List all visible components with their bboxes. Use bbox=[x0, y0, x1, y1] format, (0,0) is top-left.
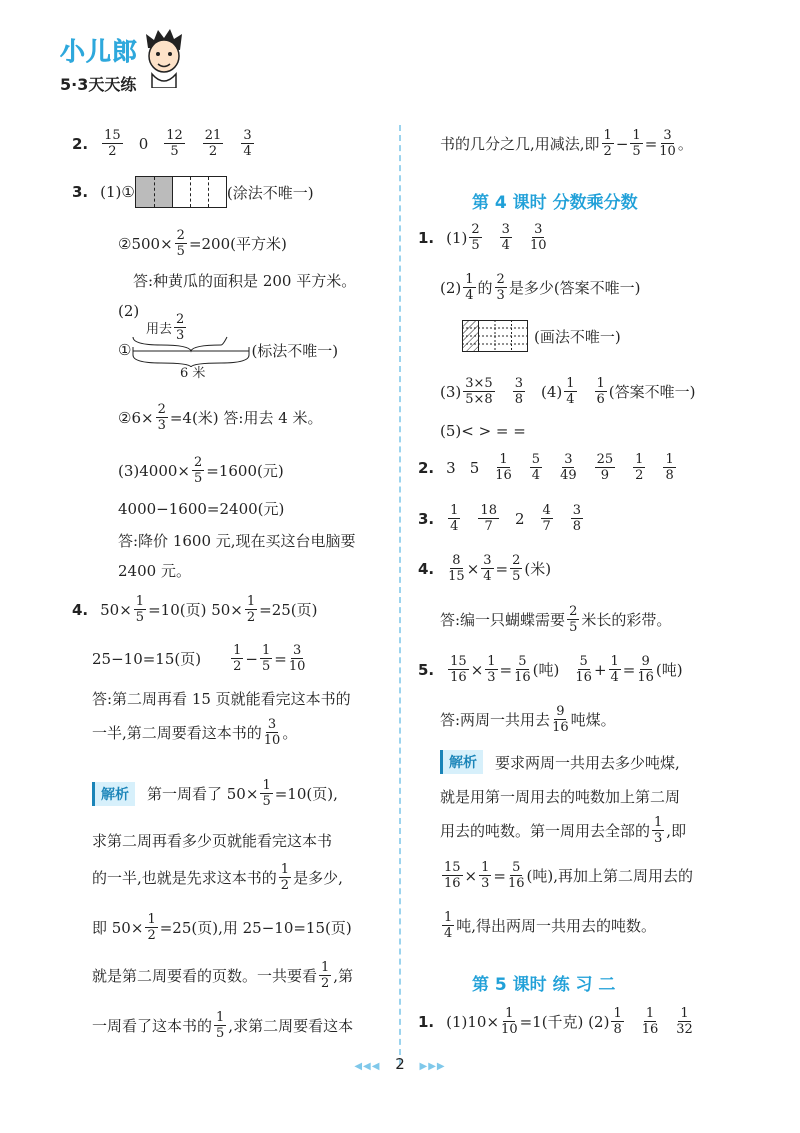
question-number: 4. bbox=[72, 600, 89, 619]
q4-line2: 25−10=15(页) 1 2 − $\frac{1}{5}$ = $\frac{3}{10}$ bbox=[92, 643, 306, 674]
r-q1-part1: 1. (1) 2 5 3 4 3 10 bbox=[418, 222, 547, 253]
left-analysis-line1: 解析 第一周看了 50× $\frac{1}{5}$ =10(页), bbox=[92, 778, 338, 809]
part-label: (1)① bbox=[100, 183, 135, 201]
left-analysis-line3: 的一半,也就是先求这本书的 1 2 是多少, bbox=[92, 862, 343, 893]
fraction: 12 5 bbox=[166, 128, 183, 159]
fraction: $\frac{2}{5}$ bbox=[176, 228, 185, 259]
equation: ②6× bbox=[118, 408, 154, 427]
r-q5: 5. $\frac{15}{16}$ × $\frac{1}{3}$ = $\frac{5}{16}$ (吨) 5 16 + $\frac{1}{4}$ = $\frac{9}{16}$ (吨) bbox=[418, 654, 683, 685]
question-number: 3. bbox=[418, 509, 435, 528]
question-number: 4. bbox=[418, 559, 435, 578]
right-analysis-line1: 解析 要求两周一共用去多少吨煤, bbox=[440, 750, 680, 774]
q3-answer1: 答:种黄瓜的面积是 200 平方米。 bbox=[133, 272, 357, 290]
q3-part2-diagram bbox=[118, 333, 338, 367]
r-q4: 4. $\frac{8}{15}$ × $\frac{3}{4}$ = $\frac{2}{5}$ (米) bbox=[418, 553, 552, 584]
brand-logo bbox=[60, 28, 190, 98]
right-top-line: 书的几分之几,用减法,即 1 2 − $\frac{1}{5}$ = $\frac{3}{10}$ 。 bbox=[440, 128, 693, 159]
left-analysis-line4: 即 50× $\frac{1}{2}$ =25(页),用 25−10=15(页) bbox=[92, 912, 352, 943]
fraction: 21 2 bbox=[204, 128, 222, 159]
lesson-4-heading: 第 4 课时 分数乘分数 bbox=[472, 193, 638, 213]
column-divider bbox=[399, 125, 401, 1065]
brand-title: 小儿郎 bbox=[60, 37, 139, 66]
q3-answer3a: 答:降价 1600 元,现在买这台电脑要 bbox=[118, 532, 356, 550]
equation: =200(平方米) bbox=[188, 235, 287, 253]
r-q1b: 1. (1)10× $\frac{1}{10}$ =1(千克) (2) 1 8 1 16 1 32 bbox=[418, 1006, 693, 1037]
series-title: 5·3天天练 bbox=[60, 75, 137, 94]
equation: =4(米) 答:用去 4 米。 bbox=[169, 409, 323, 427]
q3-eq3: (3)4000× $\frac{2}{5}$ =1600(元) bbox=[118, 455, 284, 486]
analysis-tag: 解析 bbox=[92, 782, 135, 806]
page-number: 2 bbox=[395, 1055, 405, 1073]
left-analysis-line2: 求第二周再看多少页就能看完这本书 bbox=[92, 832, 333, 850]
question-number: 1. bbox=[418, 1012, 435, 1031]
page-footer bbox=[0, 1055, 800, 1073]
r-q5-answer: 答:两周一共用去 9 16 吨煤。 bbox=[440, 704, 616, 735]
r-q3: 3. 1 4 18 7 2 4 7 3 8 bbox=[418, 503, 582, 534]
right-analysis-line4: $\frac{15}{16}$ × $\frac{1}{3}$ = $\frac{5}{16}$ (吨),再加上第二周用去的 bbox=[444, 860, 694, 891]
cartoon-boy-icon bbox=[142, 28, 186, 88]
right-analysis-line2: 就是用第一周用去的吨数加上第二周 bbox=[440, 788, 681, 806]
r-q1-part5: (5)< > = = bbox=[440, 422, 526, 440]
r-q1-diagram: (画法不唯一) bbox=[462, 320, 621, 352]
q3-answer3b: 2400 元。 bbox=[118, 562, 191, 580]
next-arrows-icon: ▶▶▶ bbox=[419, 1061, 446, 1072]
lesson-5-heading: 第 5 课时 练 习 二 bbox=[472, 975, 616, 995]
left-analysis-line5: 就是第二周要看的页数。一共要看 1 2 ,第 bbox=[92, 960, 354, 991]
q3-eq4: 4000−1600=2400(元) bbox=[118, 500, 285, 518]
six-meter-label: 6 米 bbox=[180, 366, 206, 381]
fraction: 3 4 bbox=[243, 128, 252, 159]
q4-line1: 4. 50× $\frac{1}{5}$ =10(页) 50× $\frac{1}{2}$ =25(页) bbox=[72, 594, 318, 625]
r-q1-part34: (3) 3×5 5×8 3 8 (4) 1 4 1 6 (答案不唯一) bbox=[440, 376, 696, 407]
left-analysis-line6: 一周看了这本书的 1 5 ,求第二周要看这本 bbox=[92, 1010, 354, 1041]
question-number: 5. bbox=[418, 660, 435, 679]
shaded-rectangle-diagram bbox=[135, 176, 227, 208]
fraction: $\frac{2}{3}$ bbox=[157, 402, 166, 433]
note: (标法不唯一) bbox=[251, 341, 339, 360]
q4-answer1: 答:第二周再看 15 页就能看完这本书的 bbox=[92, 690, 351, 708]
part-label: ① bbox=[118, 341, 132, 359]
question-number: 2. bbox=[72, 134, 89, 153]
q4-answer2: 一半,第二周要看这本书的 3 10 。 bbox=[92, 717, 298, 748]
q3-eq2 bbox=[118, 402, 323, 433]
question-number: 3. bbox=[72, 183, 89, 201]
q2-line bbox=[72, 128, 256, 159]
answer-value: 0 bbox=[138, 134, 149, 153]
r-q4-answer: 答:编一只蝴蝶需要 2 5 米长的彩带。 bbox=[440, 604, 672, 635]
used-label: 用去 2 3 bbox=[146, 312, 185, 343]
note: (涂法不唯一) bbox=[226, 183, 314, 202]
q3-part1 bbox=[72, 176, 314, 208]
q3-part2-label: (2) bbox=[118, 302, 140, 320]
hatched-grid-diagram bbox=[462, 320, 528, 352]
question-number: 1. bbox=[418, 228, 435, 247]
fraction: 15 2 bbox=[104, 128, 121, 159]
r-q1-part2: (2) 1 4 的 2 3 是多少(答案不唯一) bbox=[440, 272, 641, 303]
analysis-tag: 解析 bbox=[440, 750, 483, 774]
question-number: 2. bbox=[418, 458, 435, 477]
prev-arrows-icon: ◀◀◀ bbox=[354, 1061, 381, 1072]
r-q2: 2. 3 5 1 16 5 4 3 49 25 9 1 2 1 8 bbox=[418, 452, 674, 483]
q3-eq1 bbox=[118, 228, 287, 259]
right-analysis-line3: 用去的吨数。第一周用去全部的 1 3 ,即 bbox=[440, 815, 687, 846]
right-analysis-line5: 1 4 吨,得出两周一共用去的吨数。 bbox=[444, 910, 657, 941]
equation: ②500× bbox=[118, 234, 173, 253]
